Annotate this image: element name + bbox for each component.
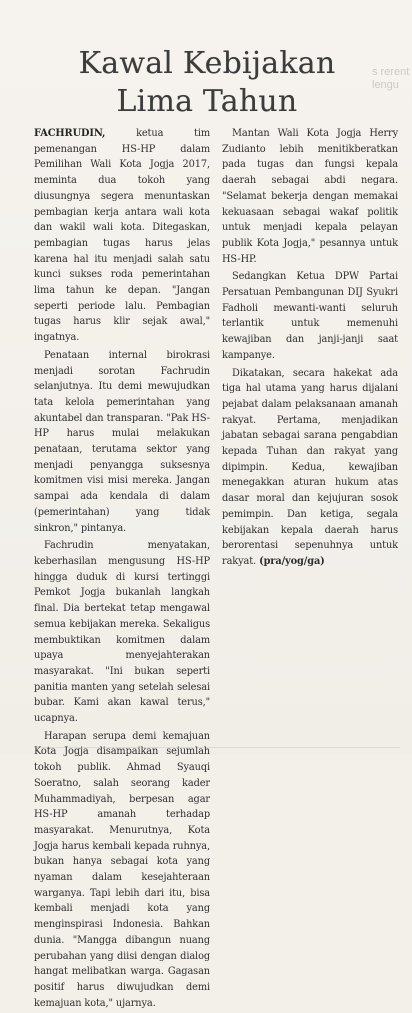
- paragraph-6: Sedangkan Ketua DPW Partai Persatuan Pembangunan DIJ Syukri Fadholi mewanti-wanti seluruh terlantik untuk memenuhi kewajiban dan janji-janji saat kampanye.: [222, 271, 398, 361]
- headline-line-2: Lima Tahun: [116, 84, 298, 120]
- paragraph-5: Mantan Wali Kota Jogja Herry Zudianto lebih menitikberatkan pada tugas dan fungsi kepala daerah sebagai abdi negara. "Selamat bekerja dengan memakai kekuasaan sebagai wakaf politik untuk menjadi kepala pelayan publik Kota Jogja," pesannya untuk HS-HP.: [222, 128, 398, 265]
- article-column-left: [34, 126, 210, 1013]
- article-headline: [22, 45, 392, 121]
- paragraph-1: [34, 126, 210, 346]
- bleed-through-line-2: lengu: [372, 79, 399, 91]
- bleed-through-line-1: s rerent: [372, 66, 410, 78]
- headline-line-1: Kawal Kebijakan: [78, 46, 336, 82]
- article-body: [34, 126, 398, 1009]
- paragraph-7: [222, 366, 398, 570]
- paragraph-3: Fachrudin menyatakan, keberhasilan mengusung HS-HP hingga duduk di kursi tertinggi Pemkot Jogja bukanlah langkah final. Dia bertekat tetap mengawal semua kebijakan mereka. Sekaligus membuktikan komitmen dalam upaya menyejahterakan masyarakat. "Ini bukan seperti panitia manten yang setelah selesai bubar. Kami akan kawal terus," ucapnya.: [34, 540, 210, 725]
- paragraph-4: Harapan serupa demi kemajuan Kota Jogja disampaikan sejumlah tokoh publik. Ahmad Syauqi Soeratno, salah seorang kader Muhammadiyah, berpesan agar HS-HP amanah terhadap masyarakat. Menurutnya, Kota Jogja harus kembali kepada ruhnya, bukan hanya sebagai kota yang nyaman dalam kesejahteraan warganya. Tapi lebih dari itu, bisa kembali menjadi kota yang menginspirasi Indonesia. Bahkan dunia. "Mangga dibangun nuang perubahan yang diisi dengan dialog hangat melibatkan warga. Gagasan positif harus diwujudkan demi kemajuan kota," ujarnya.: [34, 730, 210, 1009]
- paragraph-2: Penataan internal birokrasi menjadi sorotan Fachrudin selanjutnya. Itu demi mewujudkan tata kelola pemerintahan yang akuntabel dan transparan. "Pak HS-HP harus mulai melakukan penataan, terutama sektor yang menjadi penyangga suksesnya komitmen visi misi mereka. Jangan sampai ada kendala di dalam (pemerintahan) yang tidak sinkron," pintanya.: [34, 349, 210, 534]
- paragraph-1-text: ketua tim pemenangan HS-HP dalam Pemilihan Wali Kota Jogja 2017, meminta dua tokoh yang diusungnya segera menuntaskan pembagian kerja antara wali kota dan wakil wali kota. Ditegaskan, pembagian tugas harus jelas karena hal itu menjadi salah satu kunci sukses roda pemerintahan lima tahun ke depan. "Jangan seperti periode lalu. Pembagian tugas harus klir sejak awal," ingatnya.: [34, 128, 210, 344]
- article-column-right: [222, 126, 398, 572]
- article-signature: (pra/yog/ga): [259, 555, 325, 567]
- paragraph-7-text: Dikatakan, secara hakekat ada tiga hal utama yang harus dijalani pejabat dalam pelaksanaan amanah rakyat. Pertama, menjadikan jabatan sebagai sarana pengabdian kepada Tuhan dan rakyat yang dipimpin. Kedua, kewajiban menegakkan aturan hukum atas dasar moral dan kejujuran sosok pemimpin. Dan ketiga, segala kebijakan kepala daerah harus berorentasi sepenuhnya untuk rakyat.: [222, 367, 398, 567]
- bottom-divider: [34, 747, 400, 748]
- article-byline: FACHRUDIN,: [34, 128, 106, 139]
